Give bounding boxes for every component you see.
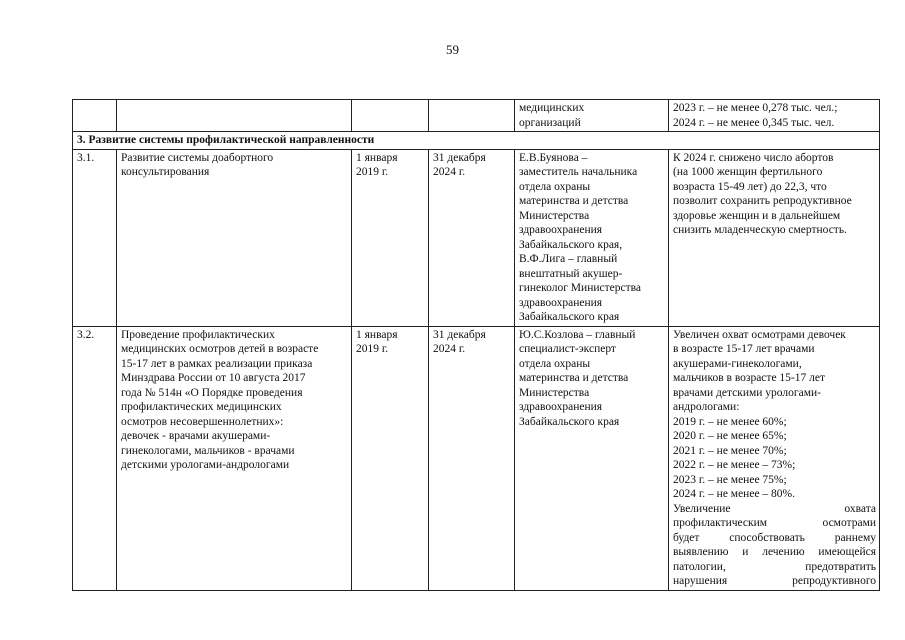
page-number: 59	[446, 42, 459, 57]
text-line: акушерами-гинекологами,	[673, 357, 802, 370]
text-line: материнства и детства	[519, 195, 629, 207]
plan-row	[73, 149, 880, 326]
text-line: будет способствовать раннему	[673, 531, 876, 544]
text-line: 2024 г.	[433, 166, 466, 178]
text-line: патологии, предотвратить	[673, 560, 876, 573]
text-line: Ю.С.Козлова – главный	[519, 328, 636, 341]
text-line: Увеличение охвата	[673, 502, 876, 515]
text-line: выявлению и лечению имеющейся	[673, 546, 876, 558]
text-line: гинекологами, мальчиков - врачами	[121, 444, 295, 457]
text-line: 2021 г. – не менее 70%;	[673, 444, 787, 457]
text-line: Е.В.Буянова –	[519, 151, 588, 164]
text-line: Забайкальского края,	[519, 238, 623, 251]
cell-end	[429, 149, 515, 326]
text-line: 31 декабря	[433, 151, 486, 164]
text-line: андрологами:	[673, 401, 740, 413]
text-line: специалист-эксперт	[519, 343, 616, 355]
text-line: девочек - врачами акушерами-	[121, 430, 271, 442]
plan-row	[73, 326, 880, 590]
text-line: 2023 г. – не менее 0,278 тыс. чел.;	[673, 102, 838, 114]
text-line: 2019 г. – не менее 60%;	[673, 415, 787, 428]
text-line: 2020 г. – не менее 65%;	[673, 430, 787, 442]
text-line: Министерства	[519, 209, 590, 222]
text-line: Увеличен охват осмотрами девочек	[673, 328, 846, 341]
text-line: внештатный акушер-	[519, 267, 623, 280]
cell-number: 3.1.	[73, 149, 117, 326]
text-line: 15-17 лет в рамках реализации приказа	[121, 357, 313, 370]
continued-row	[73, 100, 880, 132]
cell-end	[429, 100, 515, 132]
text-line: отдела охраны	[519, 180, 591, 193]
cell-number	[73, 100, 117, 132]
text-line: отдела охраны	[519, 357, 591, 370]
text-line: здравоохранения	[519, 224, 603, 236]
text-line: медицинских осмотров детей в возрасте	[121, 343, 319, 355]
text-line: профилактическим осмотрами	[673, 517, 876, 529]
cell-number: 3.2.	[73, 326, 117, 590]
cell-responsible	[515, 326, 669, 590]
section-header-row	[73, 132, 880, 150]
text-line: 1 января	[356, 328, 398, 341]
text-line: 1 января	[356, 151, 398, 164]
text-line: здравоохранения	[519, 401, 603, 413]
text-line: 2024 г.	[433, 343, 466, 355]
text-line: (на 1000 женщин фертильного	[673, 166, 823, 178]
cell-result	[669, 149, 880, 326]
cell-result	[669, 326, 880, 590]
cell-start	[352, 326, 429, 590]
text-line: гинеколог Министерства	[519, 282, 641, 294]
text-line: 2022 г. – не менее – 73%;	[673, 459, 796, 471]
text-line: Проведение профилактических	[121, 328, 275, 341]
text-line: Минздрава России от 10 августа 2017	[121, 372, 306, 384]
text-line: Министерства	[519, 386, 590, 399]
text-line: возраста 15-49 лет) до 22,3, что	[673, 180, 827, 193]
activity-plan-table	[72, 99, 880, 591]
cell-title	[117, 326, 352, 590]
text-line: 2019 г.	[356, 343, 389, 355]
text-line: в возрасте 15-17 лет врачами	[673, 343, 815, 355]
text-line: консультирования	[121, 166, 210, 178]
cell-start	[352, 100, 429, 132]
text-line: 31 декабря	[433, 328, 486, 341]
text-line: 2019 г.	[356, 166, 389, 178]
cell-responsible	[515, 100, 669, 132]
text-line: мальчиков в возрасте 15-17 лет	[673, 372, 825, 384]
cell-responsible	[515, 149, 669, 326]
text-line: материнства и детства	[519, 372, 629, 384]
text-line: осмотров несовершеннолетних»:	[121, 415, 284, 428]
cell-result	[669, 100, 880, 132]
cell-title	[117, 149, 352, 326]
text-line: здоровье женщин и в дальнейшем	[673, 209, 841, 222]
text-line: года № 514н «О Порядке проведения	[121, 386, 303, 399]
text-line: 2024 г. – не менее 0,345 тыс. чел.	[673, 116, 835, 129]
text-line: снизить младенческую смертность.	[673, 224, 847, 236]
text-line: профилактических медицинских	[121, 401, 282, 413]
text-line: Развитие системы доабортного	[121, 151, 274, 164]
cell-end	[429, 326, 515, 590]
text-line: здравоохранения	[519, 296, 603, 309]
text-line: позволит сохранить репродуктивное	[673, 195, 852, 207]
section-header: 3. Развитие системы профилактической направленности	[73, 132, 880, 150]
text-line: Забайкальского края	[519, 311, 620, 323]
text-line: Забайкальского края	[519, 415, 620, 428]
text-line: 2024 г. – не менее – 80%.	[673, 488, 796, 500]
text-line: организаций	[519, 116, 581, 129]
text-line: К 2024 г. снижено число абортов	[673, 151, 834, 164]
text-line: 2023 г. – не менее 75%;	[673, 473, 787, 486]
text-line: врачами детскими урологами-	[673, 386, 821, 399]
text-line: нарушения репродуктивного	[673, 575, 876, 587]
text-line: медицинских	[519, 102, 585, 114]
text-line: В.Ф.Лига – главный	[519, 253, 618, 265]
cell-title	[117, 100, 352, 132]
text-line: детскими урологами-андрологами	[121, 459, 290, 471]
text-line: заместитель начальника	[519, 166, 638, 178]
cell-start	[352, 149, 429, 326]
